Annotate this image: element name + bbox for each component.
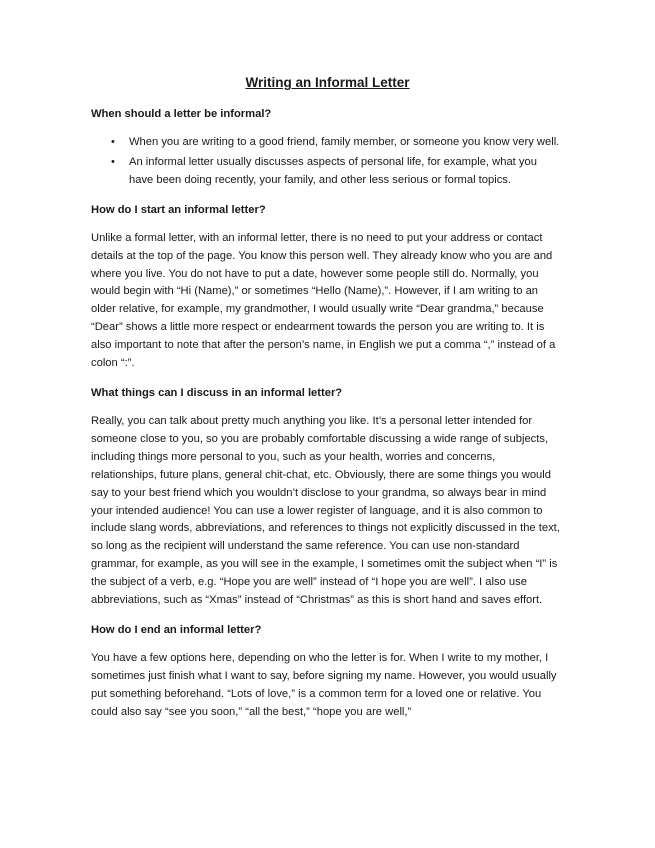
bullet-icon: •	[111, 155, 115, 168]
list-item	[91, 154, 564, 190]
section-heading-what-discuss: What things can I discuss in an informal letter?	[91, 386, 343, 399]
section-paragraph-how-end: You have a few options here, depending on who the letter is for. When I write to my mother, I sometimes just finish what I want to say, before signing my name. However, you would usually put something beforehand. “Lots of love,” is a common term for a loved one or relative. You could also say “see you soon,” “all the best,” “hope you are well,”	[91, 651, 557, 718]
document-title: Writing an Informal Letter	[245, 75, 410, 90]
section-heading-how-start: How do I start an informal letter?	[91, 203, 266, 216]
section-paragraph-how-start: Unlike a formal letter, with an informal letter, there is no need to put your address or contact details at the top of the page. You know this person well. They already know who you are and where you live. You do not have to put a date, however some people still do. Normally, you would begin with “Hi (Name),” or sometimes “Hello (Name),”. However, if I am writing to an older relative, for example, my grandmother, I would usually write “Dear grandma,” because “Dear” shows a little more respect or endearment towards the person you are writing to. It is also important to note that after the person’s name, in English we put a comma “,” instead of a colon “:”.	[91, 231, 556, 370]
bullet-list	[91, 134, 564, 190]
section-heading-when-informal: When should a letter be informal?	[91, 108, 272, 120]
document-page	[91, 74, 564, 734]
section-paragraph-what-discuss: Really, you can talk about pretty much anything you like. It’s a personal letter intended for someone close to you, so you are probably comfortable discussing a wide range of subjects, including things more personal to you, such as your health, worries and concerns, relationships, future plans, general chit-chat, etc. Obviously, there are some things you would say to your best friend which you wouldn’t disclose to your grandma, so always bear in mind your intended audience! You can use a lower register of language, and it is also common to include slang words, abbreviations, and references to things not explicitly discussed in the text, so long as the recipient will understand the same reference. You can use non-standard grammar, for example, as you will see in the example, I sometimes omit the subject when “I” is the subject of a verb, e.g. “Hope you are well” instead of “I hope you are well”. I also use abbreviations, such as “Xmas” instead of “Christmas” as this is short hand and saves effort.	[91, 414, 560, 607]
list-item	[91, 134, 564, 152]
bullet-icon: •	[111, 136, 115, 148]
bullet-text: An informal letter usually discusses aspects of personal life, for example, what you have been doing recently, your family, and other less serious or formal topics.	[129, 155, 537, 186]
bullet-text: When you are writing to a good friend, family member, or someone you know very well.	[129, 136, 560, 148]
section-heading-how-end: How do I end an informal letter?	[91, 623, 262, 636]
